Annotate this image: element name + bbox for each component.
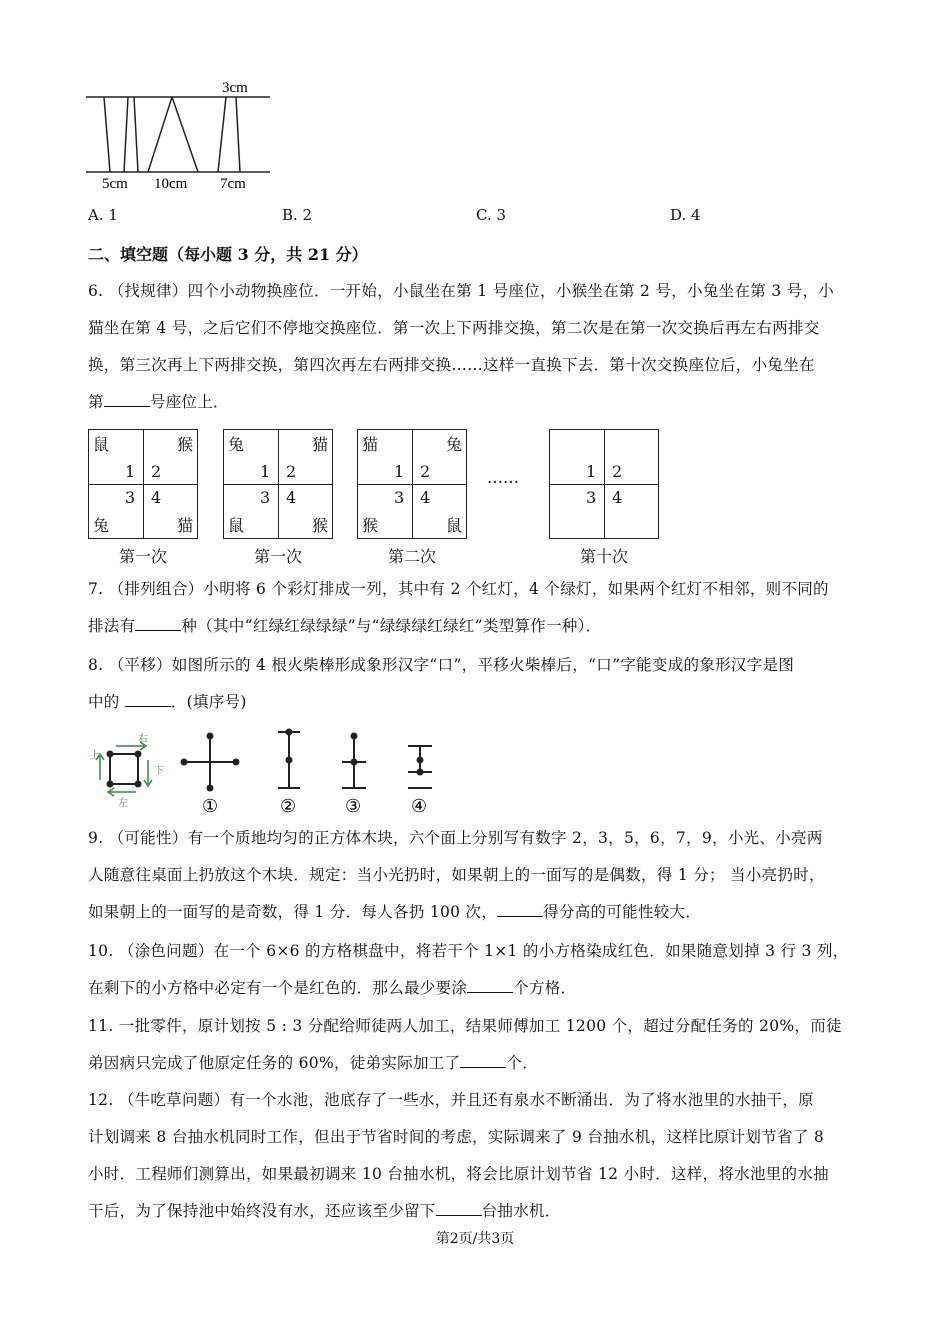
arrow-label: 上 bbox=[90, 750, 100, 761]
matchstick-figures bbox=[86, 722, 446, 822]
question-9: 9. （可能性）有一个质地均匀的正方体木块，六个面上分别写有数字 2，3，5，6，7，9，小光、小亮两 人随意往桌面上扔放这个木块．规定：当小光扔时，如果朝上的一面写的是偶数，得 1 分； 当小亮扔时， 如果朝上的一面写的是奇数，得 1 分．每人各扔 100 次， 得分高的可能性较大． bbox=[88, 829, 825, 921]
seat-grid-1: 鼠 猴 兔 猫 1 2 3 4 bbox=[88, 429, 198, 539]
figure-number: ② bbox=[280, 796, 297, 817]
grid-caption: 第一次 bbox=[118, 547, 167, 566]
answer-blank[interactable] bbox=[497, 902, 543, 917]
arrow-label: 下 bbox=[154, 766, 164, 777]
figure-3 bbox=[342, 734, 366, 789]
figure-number: ④ bbox=[411, 796, 428, 817]
bottom-length-label: 7cm bbox=[220, 176, 246, 192]
arrow-icon bbox=[96, 742, 152, 796]
grid-caption: 第十次 bbox=[579, 547, 628, 566]
question-11: 11. 一批零件，原计划按 5 : 3 分配给师徒两人加工，结果师傅加工 1200 个，超过分配任务的 20%，而徒 弟因病只完成了他原定任务的 60%，徒弟实际加工了 个． bbox=[88, 1017, 842, 1072]
arrow-label: 右 bbox=[138, 734, 148, 745]
figure-4 bbox=[408, 746, 432, 788]
section-title: 二、填空题（每小题 3 分，共 21 分） bbox=[88, 245, 368, 264]
question-12: 12. （牛吃草问题）有一个水池，池底存了一些水，并且还有泉水不断涌出．为了将水池里的水抽干，原 计划调来 8 台抽水机同时工作，但出于节省时间的考虑，实际调来了 9 台抽水机，这样比原计划节省了 8 小时．工程师们测算出，如果最初调来 10 台抽水机，将会比原计划节省 12 小时．这样，将水池里的水抽 干后，为了保持池中始终没有水，还应该至少留下 台抽水机． bbox=[88, 1091, 829, 1220]
answer-blank[interactable] bbox=[460, 1053, 506, 1068]
option-a: A. 1 bbox=[88, 206, 118, 224]
figure-2 bbox=[278, 730, 300, 789]
top-length-label: 3cm bbox=[222, 80, 248, 96]
figure-1 bbox=[182, 734, 239, 791]
answer-blank[interactable] bbox=[436, 1201, 482, 1216]
seat-grid-2: 兔 猫 鼠 猴 1 2 3 4 bbox=[223, 429, 333, 539]
seat-grid-10: 1 2 3 4 bbox=[549, 429, 659, 539]
bottom-length-label: 5cm bbox=[102, 176, 128, 192]
answer-blank[interactable] bbox=[104, 392, 150, 407]
answer-blank[interactable] bbox=[135, 616, 181, 631]
option-d: D. 4 bbox=[670, 206, 701, 224]
bottom-length-label: 10cm bbox=[154, 176, 188, 192]
figure-number: ③ bbox=[345, 796, 362, 817]
mouth-character-square bbox=[108, 752, 141, 787]
figure-number: ① bbox=[202, 796, 219, 817]
question-6: 6. （找规律）四个小动物换座位．一开始，小鼠坐在第 1 号座位，小猴坐在第 2 号，小兔坐在第 3 号，小 猫坐在第 4 号，之后它们不停地交换座位．第一次上下两排交换，第二次是在第一次交换后再左右两排交 换，第三次再上下两排交换，第四次再左右两排交换……这样一直换下去．第十次交换座位后，小兔坐在 第 号座位上． bbox=[88, 282, 835, 411]
answer-blank[interactable] bbox=[467, 978, 513, 993]
stick-length-figure bbox=[84, 76, 274, 196]
option-b: B. 2 bbox=[282, 206, 313, 224]
grid-caption: 第一次 bbox=[253, 547, 302, 566]
question-7: 7. （排列组合）小明将 6 个彩灯排成一列，其中有 2 个红灯，4 个绿灯，如果两个红灯不相邻，则不同的 排法有 种（其中“红绿红绿绿绿”与“绿绿绿红绿红”类型算作一种）． bbox=[88, 580, 829, 635]
question-10: 10. （涂色问题）在一个 6×6 的方格棋盘中，将若干个 1×1 的小方格染成红色．如果随意划掉 3 行 3 列， 在剩下的小方格中必定有一个是红色的．那么最少要涂 个方格． bbox=[88, 942, 849, 997]
ellipsis: …… bbox=[487, 468, 519, 487]
grid-caption: 第二次 bbox=[387, 547, 436, 566]
arrow-label: 左 bbox=[118, 798, 128, 809]
question-8: 8. （平移）如图所示的 4 根火柴棒形成象形汉字“口”，平移火柴棒后，“口”字能变成的象形汉字是图 中的 ．(填序号) bbox=[88, 656, 795, 711]
page-footer: 第2页/共3页 bbox=[435, 1231, 515, 1247]
answer-blank[interactable] bbox=[125, 692, 171, 707]
option-c: C. 3 bbox=[476, 206, 507, 224]
seat-grid-3: 猫 兔 猴 鼠 1 2 3 4 bbox=[357, 429, 467, 539]
